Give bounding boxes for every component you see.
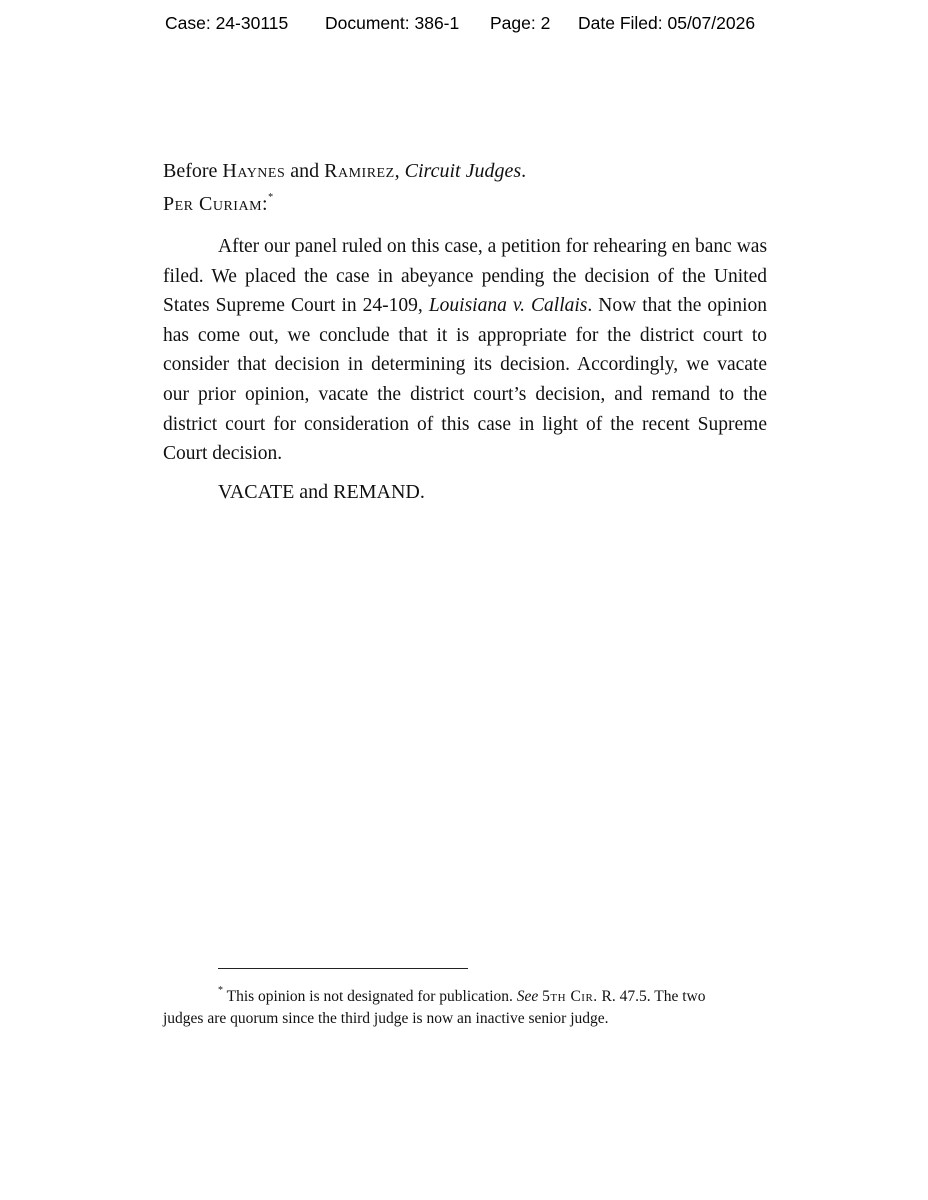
judges-title: Circuit Judges (404, 160, 522, 182)
paragraph-text: . Now that the opinion (587, 295, 767, 317)
opinion-paragraph (163, 232, 767, 469)
footnote-divider (218, 968, 468, 969)
per-curiam-label: Per Curiam: (163, 193, 269, 215)
paragraph-text: States Supreme Court in 24-109, (163, 295, 429, 317)
footnote-rule-cite: 5th Cir. (542, 988, 598, 1005)
disposition: VACATE and REMAND. (218, 481, 425, 503)
footnote-see: See (516, 988, 539, 1005)
footnote-marker: * (218, 984, 223, 996)
paragraph-line: filed. We placed the case in abeyance pending the decision of the United (163, 265, 767, 287)
paragraph-line: district court for consideration of this case in light of the recent Supreme (163, 413, 767, 435)
paragraph-line (163, 291, 767, 321)
paragraph-line: our prior opinion, vacate the district court’s decision, and remand to the (163, 383, 767, 405)
before-prefix: Before (163, 160, 223, 182)
footnote-text: R. 47.5. The two (597, 988, 706, 1005)
page-number: Page: 2 (490, 13, 551, 33)
footnote-line: judges are quorum since the third judge is now an inactive senior judge. (163, 1010, 609, 1027)
case-number: Case: 24-30115 (165, 13, 289, 33)
judges-conjunction: and (285, 160, 325, 182)
paragraph-line: After our panel ruled on this case, a petition for rehearing en banc was (218, 236, 768, 257)
footnote-reference: * (268, 192, 274, 204)
judge-ramirez: Ramirez (324, 160, 395, 182)
panel-line-end: . (521, 160, 527, 182)
footnote-text: This opinion is not designated for publication. (223, 988, 517, 1005)
paragraph-line: has come out, we conclude that it is appropriate for the district court to (163, 324, 767, 346)
date-filed: Date Filed: 05/07/2026 (578, 13, 756, 33)
per-curiam-heading (163, 193, 273, 216)
document-number: Document: 386-1 (325, 13, 460, 33)
judge-haynes: Haynes (222, 160, 286, 182)
footnote (163, 986, 767, 1030)
panel-line (163, 160, 526, 183)
paragraph-line: consider that decision in determining its decision. Accordingly, we vacate (163, 354, 767, 376)
footnote-line (163, 986, 767, 1008)
paragraph-line: Court decision. (163, 443, 283, 465)
case-citation: Louisiana v. Callais (428, 295, 588, 317)
judges-separator: , (394, 160, 405, 182)
